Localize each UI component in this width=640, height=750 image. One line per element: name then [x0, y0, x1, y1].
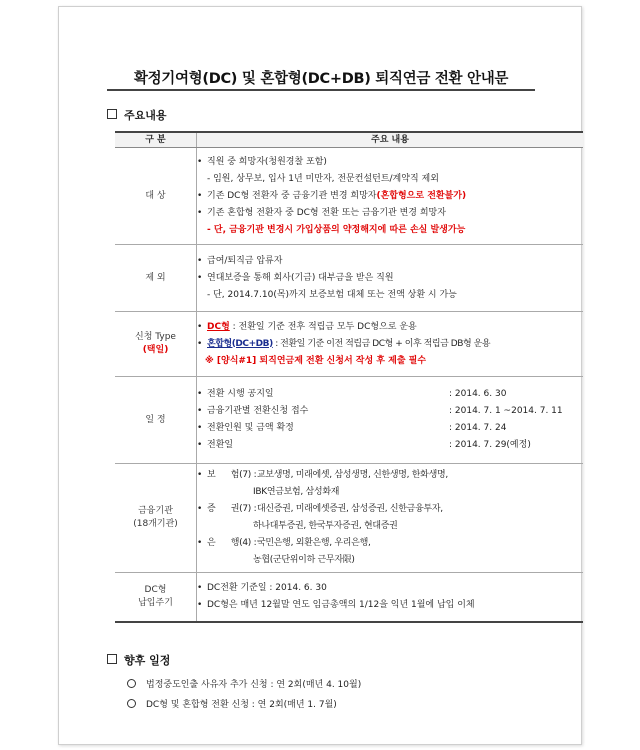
- section-future-schedule-heading: 향후 일정: [107, 652, 170, 668]
- header-content: 주요 내용: [197, 132, 584, 148]
- mixed-type-label: 혼합형(DC+DB): [207, 338, 273, 349]
- row-label-apply-type: 신청 Type (택일): [115, 312, 197, 377]
- list-item: 법정중도인출 사유자 추가 신청 : 연 2회(매년 4. 10월): [127, 675, 361, 695]
- row-label-institutions: 금융기관 (18개기관): [115, 464, 197, 573]
- form-submission-notice: ※ [양식#1] 퇴직연금제 전환 신청서 작성 후 제출 필수: [205, 355, 427, 366]
- list-item: DC형 및 혼합형 전환 신청 : 연 2회(매년 1. 7월): [127, 695, 361, 715]
- row-label-schedule: 일 정: [115, 377, 197, 464]
- table-header-row: [115, 132, 583, 148]
- schedule-item: • 금융기관별 전환신청 접수 : 2014. 7. 1 ~2014. 7. 11: [197, 406, 563, 416]
- table-row-target: 대 상 • 직원 중 희망자(청원경찰 포함) - 임원, 상무보, 입사 1년 미만자, 전문컨설턴트/계약직 제외 • 기존 DC형 전환자 중 금융기관 변경 희망자(혼합형으로 전환불가) • 기존 혼합형 전환자 중 DC형 전환 또는 금융기관 변경 희망자 - 단, 금융기관 변경시 가입상품의 약정해지에 따른 손실 발생가능: [115, 148, 583, 245]
- square-bullet-icon: [107, 654, 117, 664]
- row-label-target: 대 상: [115, 148, 197, 245]
- table-row-exclude: 제 외 • 급여/퇴직금 압류자 • 연대보증을 통해 회사(기금) 대부금을 받은 직원 - 단, 2014.7.10(목)까지 보증보험 대체 또는 전액 상환 시 가능: [115, 245, 583, 312]
- document-page: [58, 6, 582, 745]
- schedule-item: • 전환일 : 2014. 7. 29(예정): [197, 440, 531, 450]
- table-row-institutions: 금융기관 (18개기관) • 보 험(7) :교보생명, 미래에셋, 삼성생명, 신한생명, 한화생명, IBK연금보험, 삼성화재 • 증 권(7) :대신증권, 미래에셋증권, 삼성증권, 신한금융투자, 하나대투증권, 한국투자증권, 현대증권 • 은 행(4) :국민은행, 외환은행, 우리은행, 농협(군단위이하 근무자限): [115, 464, 583, 573]
- dc-type-label: DC형: [207, 321, 230, 332]
- circle-bullet-icon: [127, 699, 136, 708]
- table-row-apply-type: 신청 Type (택일) • DC형 : 전환일 기준 전후 적립금 모두 DC형으로 운용 • 혼합형(DC+DB) : 전환일 기준 이전 적립금 DC형 + 이후 적립금 DB형 운용 ※ [양식#1] 퇴직연금제 전환 신청서 작성 후 제출 필수: [115, 312, 583, 377]
- no-mixed-type-note: (혼합형으로 전환불가): [376, 190, 467, 201]
- future-schedule-list: [127, 675, 361, 715]
- table-row-schedule: [115, 377, 583, 464]
- circle-bullet-icon: [127, 679, 136, 688]
- row-label-exclude: 제 외: [115, 245, 197, 312]
- square-bullet-icon: [107, 109, 117, 119]
- row-label-payment: DC형 납입주기: [115, 573, 197, 623]
- schedule-item: • 전환 시행 공지일 : 2014. 6. 30: [197, 389, 507, 399]
- section-main-content-heading: 주요내용: [107, 107, 167, 123]
- schedule-item: • 전환인원 및 금액 확정 : 2014. 7. 24: [197, 423, 507, 433]
- main-content-table: [115, 131, 583, 623]
- title-underline: [107, 89, 535, 91]
- document-title: 확정기여형(DC) 및 혼합형(DC+DB) 퇴직연금 전환 안내문: [133, 71, 509, 87]
- loss-warning: - 단, 금융기관 변경시 가입상품의 약정해지에 따른 손실 발생가능: [207, 224, 466, 235]
- header-category: 구 분: [115, 132, 197, 148]
- table-row-payment: DC형 납입주기 • DC전환 기준일 : 2014. 6. 30 • DC형은 매년 12월말 연도 임금총액의 1/12을 익년 1월에 납입 이체: [115, 573, 583, 623]
